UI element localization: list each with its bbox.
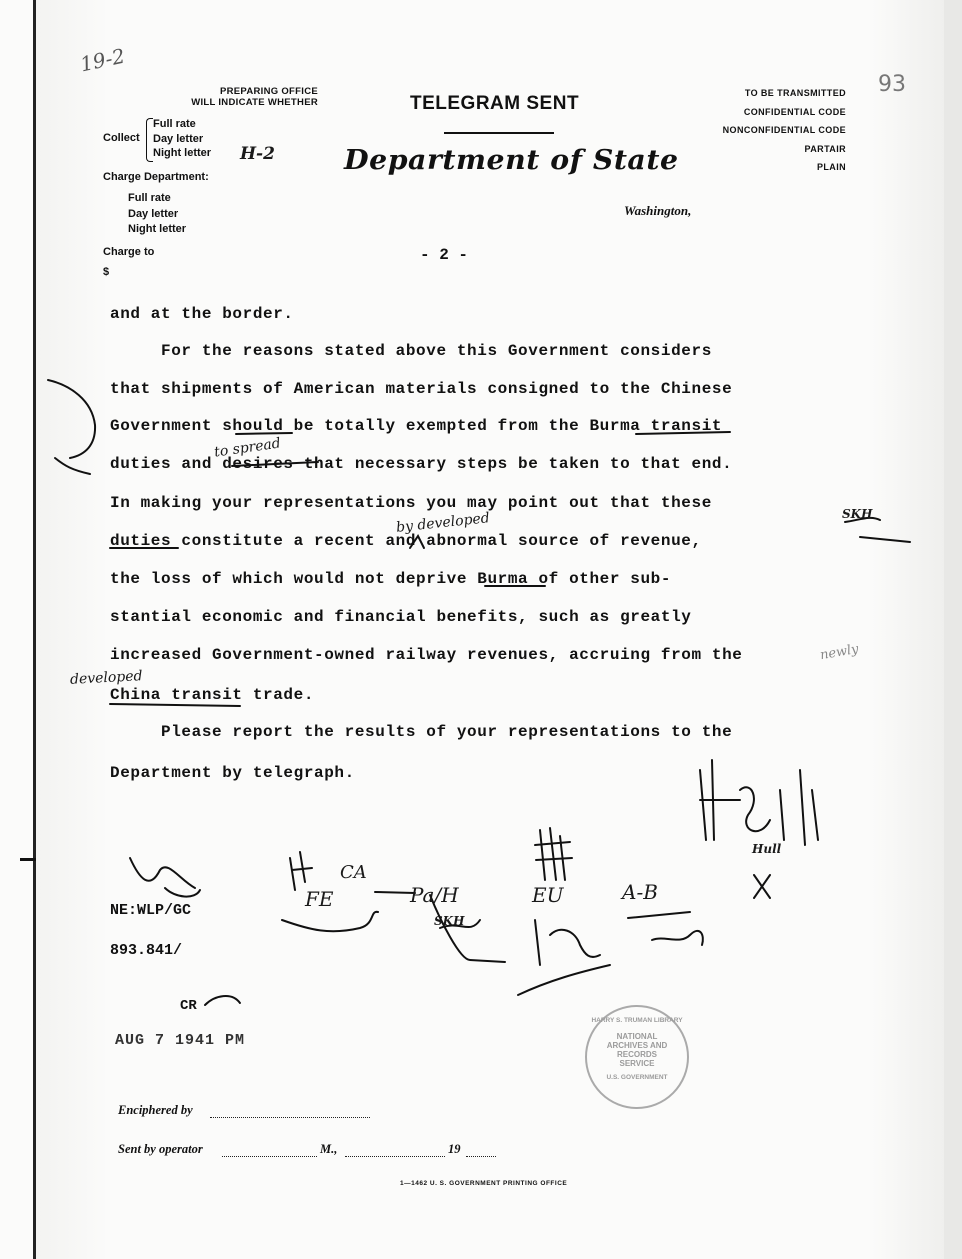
initial-pa-h: Pa/H	[410, 883, 459, 907]
enciphered-by-line	[210, 1116, 370, 1118]
body-line: and at the border.	[110, 305, 294, 323]
telegram-title: TELEGRAM SENT	[410, 93, 580, 114]
initial-skh: SKH	[434, 914, 465, 928]
sig-hull-1	[700, 760, 818, 845]
margin-bracket	[48, 380, 95, 458]
cross-lines	[375, 892, 415, 893]
body-line: the loss of which would not deprive Burma of other sub-	[110, 570, 672, 588]
sent-by-operator-label: Sent by operator	[118, 1142, 203, 1156]
page-marker: - 2 -	[420, 246, 469, 264]
charge-option: Night letter	[128, 223, 187, 235]
file-number: 893.841/	[110, 942, 183, 959]
underline-china-transit	[110, 704, 240, 706]
handwritten-code: H-2	[240, 144, 275, 164]
body-line: Department by telegraph.	[110, 764, 355, 782]
caret-developed	[410, 536, 424, 548]
transmit-option: TO BE TRANSMITTED	[744, 88, 846, 98]
sig-initial-ne	[130, 858, 200, 897]
charge-to-label: Charge to	[103, 246, 155, 258]
body-line: duties constitute a recent and abnormal source of revenue,	[110, 532, 702, 550]
sig-eu-2	[518, 920, 610, 995]
main-signature: Hull	[752, 842, 782, 856]
sig-x	[754, 875, 770, 898]
charge-department-label: Charge Department:	[103, 171, 209, 183]
underline-burma-transit	[636, 432, 730, 434]
sig-eu	[535, 828, 572, 880]
body-line: that shipments of American materials consigned to the Chinese	[110, 380, 733, 398]
annotation-top-left: 19-2	[77, 43, 127, 77]
body-line: Please report the results of your representations to the	[110, 723, 733, 741]
annotation-to-spread: to spread	[213, 435, 282, 461]
office-code: NE:WLP/GC	[110, 902, 192, 919]
collect-option: Night letter	[153, 147, 212, 159]
annotation-newly: newly	[818, 641, 860, 664]
body-line: Government should be totally exempted from the Burma transit	[110, 417, 723, 435]
body-line: In making your representations you may point out that these	[110, 494, 712, 512]
year-label: 19	[448, 1142, 461, 1156]
collect-label: Collect	[103, 132, 140, 144]
initial-a-b: A-B	[622, 880, 658, 904]
collect-option: Day letter	[153, 132, 204, 145]
underline-should	[236, 433, 292, 434]
body-line: China transit trade.	[110, 686, 315, 704]
dollar-sign: $	[103, 266, 110, 278]
collect-option: Full rate	[153, 118, 196, 130]
initial-ca: CA	[340, 862, 367, 883]
year-line	[466, 1155, 496, 1157]
preparing-office-line: PREPARING OFFICE	[219, 86, 318, 97]
cr-mark	[205, 996, 240, 1005]
sig-ab-2	[652, 931, 703, 945]
sig-skh-right	[845, 518, 910, 542]
transmit-option: PARTAIR	[804, 143, 846, 154]
stamp-line: U.S. GOVERNMENT	[606, 1074, 668, 1081]
transmit-option: CONFIDENTIAL CODE	[743, 106, 846, 117]
charge-option: Full rate	[128, 192, 171, 204]
body-line: duties and desires that necessary steps be taken to that end.	[110, 455, 733, 473]
sig-ab-under	[628, 912, 690, 918]
annotation-top-right: 93	[878, 72, 906, 97]
body-line: For the reasons stated above this Government considers	[110, 342, 712, 360]
cr-mark: CR	[180, 998, 197, 1014]
margin-mark	[55, 458, 90, 474]
date-stamp: AUG 7 1941 PM	[115, 1032, 246, 1049]
operator-line	[222, 1155, 317, 1157]
stamp-line: HARRY S. TRUMAN LIBRARY	[591, 1017, 683, 1024]
printing-office: 1—1462 U. S. GOVERNMENT PRINTING OFFICE	[400, 1180, 568, 1187]
transmit-option: NONCONFIDENTIAL CODE	[722, 125, 846, 135]
preparing-office-line: WILL INDICATE WHETHER	[191, 97, 318, 108]
annotation-developed: developed	[69, 668, 143, 688]
strike-desires	[232, 462, 318, 466]
m-label: M.,	[320, 1142, 338, 1156]
place-label: Washington,	[624, 203, 692, 218]
annotation-margin-initials: SKH	[842, 507, 873, 521]
body-line: stantial economic and financial benefits, such as greatly	[110, 608, 692, 626]
enciphered-by-label: Enciphered by	[118, 1103, 193, 1117]
annotation-by-developed: by developed	[395, 510, 491, 536]
transmit-option: PLAIN	[817, 162, 846, 172]
stamp-line: NATIONAL	[616, 1032, 658, 1041]
m-line	[345, 1155, 445, 1157]
department-title: Department of State	[344, 145, 679, 176]
initial-fe: FE	[305, 887, 334, 911]
charge-option: Day letter	[128, 207, 179, 220]
stamp-line: RECORDS	[616, 1050, 657, 1059]
body-line: increased Government-owned railway revenues, accruing from the	[110, 646, 743, 664]
stamp-line: ARCHIVES AND	[606, 1041, 668, 1050]
initial-eu: EU	[532, 883, 564, 907]
archive-stamp	[585, 1005, 689, 1109]
stamp-line: SERVICE	[619, 1059, 655, 1068]
